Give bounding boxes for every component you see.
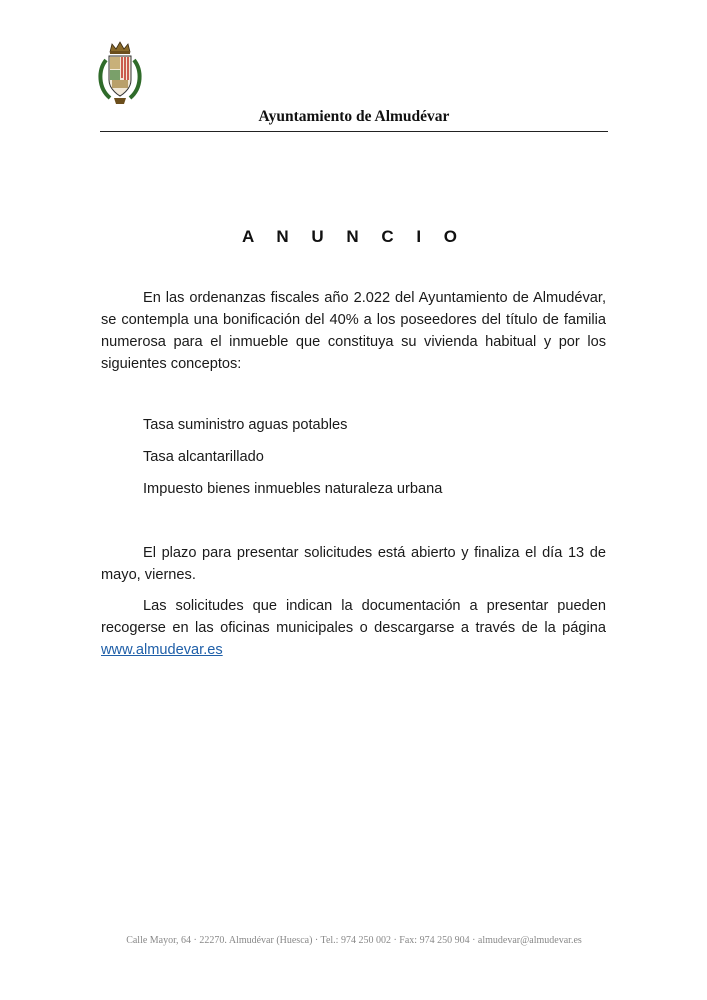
paragraph-1: En las ordenanzas fiscales año 2.022 del Ayuntamiento de Almudévar, se contempla una bonificación del 40% a los poseedores del título de familia numerosa para el inmueble que constituya su vivienda habitual y por los siguientes conceptos:	[101, 290, 606, 372]
paragraph-3	[101, 595, 606, 661]
paragraph-2: El plazo para presentar solicitudes está abierto y finaliza el día 13 de mayo, viernes.	[101, 545, 606, 583]
document-title: A N U N C I O	[241, 227, 467, 246]
header-divider	[100, 131, 608, 132]
footer-contact: Calle Mayor, 64 · 22270. Almudévar (Huesca) · Tel.: 974 250 002 · Fax: 974 250 904 · almudevar@almudevar.es	[126, 935, 582, 946]
paragraph-3-block	[101, 595, 606, 661]
paragraph-3-text: Las solicitudes que indican la documentación a presentar pueden recogerse en las oficinas municipales o descargarse a través de la página	[101, 598, 606, 636]
paragraph-2-block	[101, 542, 606, 586]
coat-of-arms-icon	[96, 40, 144, 108]
paragraph-1-block	[101, 287, 606, 375]
website-link[interactable]: www.almudevar.es	[101, 642, 223, 658]
list-item: Impuesto bienes inmuebles naturaleza urbana	[143, 481, 443, 497]
list-item: Tasa suministro aguas potables	[143, 417, 348, 433]
organization-name: Ayuntamiento de Almudévar	[258, 108, 450, 125]
list-item: Tasa alcantarillado	[143, 449, 264, 465]
